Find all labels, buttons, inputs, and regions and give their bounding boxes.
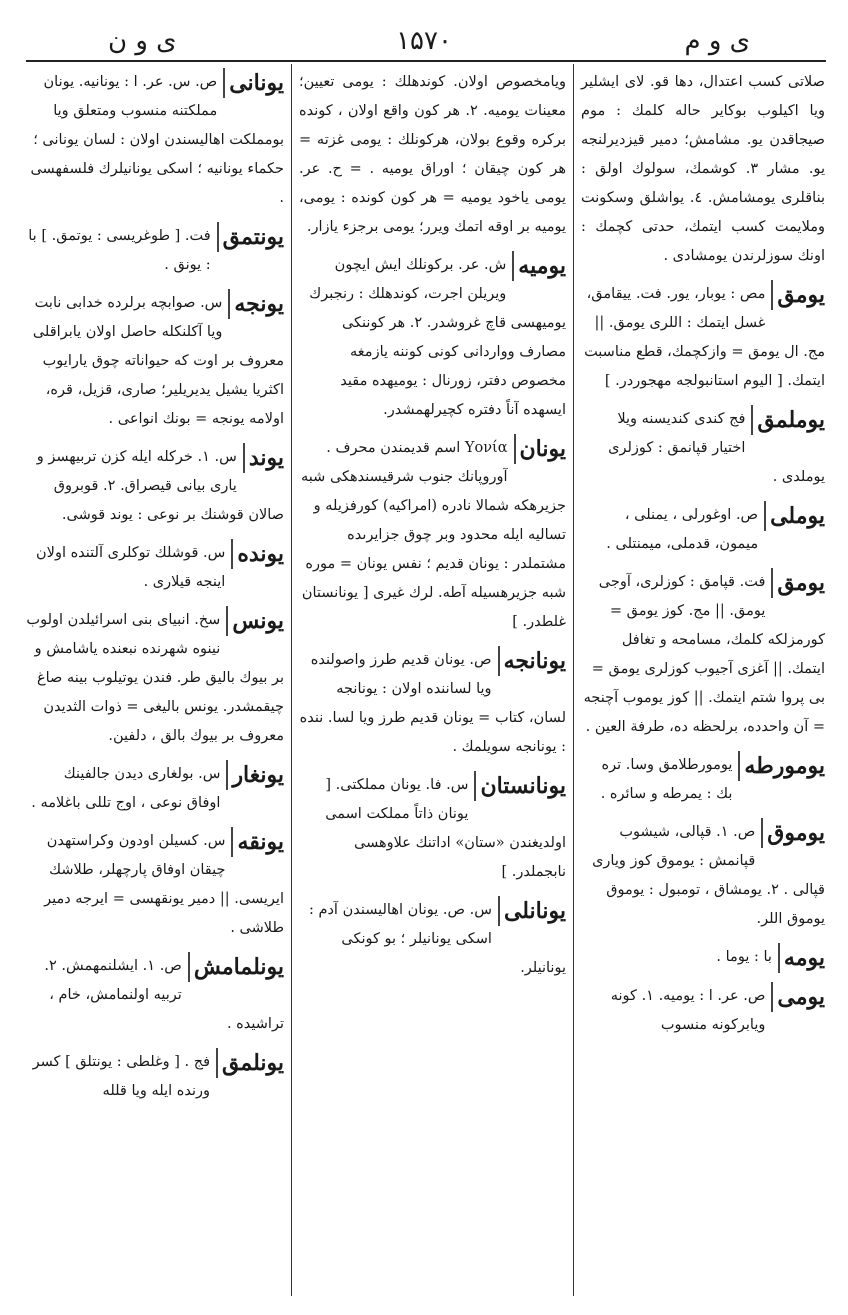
dictionary-entry	[581, 405, 825, 492]
page-number: ۱۵۷۰	[396, 26, 452, 56]
definition: ص. عر. ا : يوميه. ۱. كونه ويابركونه منسوب	[610, 988, 766, 1033]
headword: يومق	[771, 568, 825, 598]
definition: فج . [ وغلطى : يونتلق ] كسر ورنده ايله ويا قلله	[32, 1054, 211, 1099]
dictionary-entry	[26, 952, 284, 1039]
headword: يونانجه	[498, 646, 566, 676]
definition: سخ. انبياى بنى اسرائيلدن اولوب نينوه شهرنده نبعنده ياشامش و بر بيوك باليق طر. فندن يوتيلوب بينه صاغ چيقمشدر. يونس باليغى = ذوات الثديدن معروف بر بيوك بالق ، دلفين.	[26, 612, 284, 744]
definition: فت. قپامق : كوزلرى، آوجى يومق. || مج. كوز يومق = كورمزلكه كلمك، مسامحه و تغافل ايتمك. || آغزى آجيوب كوزلرى يومق = بى پروا شتم ايتمك. || كوز يوموب آچنجه = آن واحدده، برلحظه ده، طرفة العين .	[583, 574, 825, 735]
dictionary-entry	[26, 606, 284, 751]
definition: Υονία اسم قديمندن محرف . آوروپانك جنوب شرقيسندهكى شبه جزيرهكه شمالا نادره (امراكيه) كورفزيله و تساليه ايله محدود وبر چوق جزايرىده مشتملدر : يونان قديم ؛ نفس يونان = موره شبه جزيرهسيله آطه. لرك غيرى [ يونانستان غلطدر. ]	[301, 440, 566, 630]
dictionary-entry	[299, 251, 566, 425]
definition: يومورطلامق وسا. تره بك : يمرطه و سائره .	[600, 757, 733, 802]
headword: يونجه	[228, 289, 284, 319]
dictionary-entry	[26, 827, 284, 943]
definition: ص. يونان قديم طرز واصولنده ويا لساننده اولان : يونانجه لسان، كتاب = يونان قديم طرز ويا لسا. ننده : يونانجه سويلمك .	[299, 652, 566, 755]
dictionary-entry	[581, 568, 825, 742]
headword: يونغار	[226, 760, 284, 790]
headword: يوند	[243, 443, 284, 473]
definition: س. كسيلن اودون وكراستهدن چيقان اوفاق پارچهلر، طلاشك ايريسى. || دمير يونقهسى = ايرجه دمير طلاشى .	[44, 833, 284, 936]
column-middle	[293, 64, 572, 1296]
dictionary-entry	[581, 280, 825, 396]
headword: يوملى	[764, 501, 825, 531]
definition: س. صوابچه برلرده خدابى نابت ويا آكلنكله حاصل اولان يابراقلى معروف بر اوت كه حيواناته چوق يارايوب اكثريا يشيل يديريلير؛ صارى، قزيل، قره، اولامه يونجه = بونك انواعى .	[32, 295, 284, 427]
dictionary-entry	[581, 943, 825, 973]
definition: فج كندى كنديسنه ويلا اختيار قپانمق : كوزلرى يوملدى .	[608, 411, 825, 485]
headword: يونلمامش	[188, 952, 284, 982]
continuation-text: ويامخصوص اولان. كوندهلك : يومى تعيين؛ معينات يوميه. ۲. هر كون واقع اولان ، كونده بركره وقوع بولان، هركونلك : يومى غزته = هر كون چيقان ؛ اوراق يوميه . = ح. عر. يومى ياخود يوميه = هر كون كونده : يومى، يوميه بر اوقه اتمك ويرر؛ يومى برجزء يازار.	[299, 74, 566, 235]
dictionary-entry	[26, 443, 284, 530]
dictionary-entry	[299, 771, 566, 887]
headword: يوميه	[512, 251, 566, 281]
dictionary-entry	[26, 1048, 284, 1106]
dictionary-entry	[26, 539, 284, 597]
continuation-text: صلاتى كسب اعتدال، دها قو. لاى ايشلير ويا اكيلوب بوكاير حاله كلمك : موم صيجاقدن يو. مشامش؛ دمير قيزديرلنجه يو. مشار ۳. كوشمك، سولوك اولق : بناقلرى يومشامش. ٤. يواشلق وسكونت وملايمت كسب ايتمك، حدتى كچمك : اونك سوزلرندن يومشادى .	[581, 74, 825, 264]
header-left-guideword: ی و ن	[108, 26, 177, 56]
definition: ص. س. عر. ا : يونانيه. يونان مملكتنه منسوب ومتعلق ويا بومملكت اهاليسندن اولان : لسان يونانى ؛ حكماء يونانيه ؛ اسكى يونانيلرك فلسفهسى .	[30, 74, 284, 206]
definition: س. ص. يونان اهاليسندن آدم : اسكى يونانيلر ؛ بو كونكى يونانيلر.	[309, 902, 566, 976]
definition: ش. عر. بركونلك ايش ايچون ويريلن اجرت، كوندهلك : رنجبرك يوميهسى قاچ غروشدر. ۲. هر كوننكى مصارف وواردانى كونى كوننه يازمغه مخصوص دفتر، زورنال : يوميهده مقيد ايسهده آناً دفتره كچيرلهمشدر.	[309, 257, 566, 418]
dictionary-entry	[299, 434, 566, 637]
definition: س. بولغارى ديدن جالفينك اوفاق نوعى ، اوج تللى باغلامه .	[31, 766, 221, 811]
headword: يونان	[514, 434, 566, 464]
column-divider	[291, 64, 292, 1296]
definition: ص. ۱. قپالى، شيشوب قپانمش : يوموق كوز ويارى قپالى . ۲. يومشاق ، تومبول : يوموق يوموق اللر.	[592, 824, 825, 927]
dictionary-entry	[581, 751, 825, 809]
headword: يوملمق	[751, 405, 825, 435]
dictionary-entry	[299, 646, 566, 762]
dictionary-entry	[26, 760, 284, 818]
headword: يونانستان	[474, 771, 566, 801]
dictionary-entry	[581, 818, 825, 934]
dictionary-entry	[26, 289, 284, 434]
headword: يونتمق	[217, 222, 284, 252]
headword: يومق	[771, 280, 825, 310]
column-left	[20, 64, 290, 1296]
definition: مص : يوبار، يور. فت. ييقامق، غسل ايتمك : اللرى يومق. || مج. ال يومق = وازكچمك، قطع مناسبت ايتمك. [ اليوم استانبولجه مهجوردر. ]	[584, 286, 825, 389]
headword: يومورطه	[738, 751, 825, 781]
definition: س. ۱. خركله ايله كزن تربيهسز و يارى بيانى قيصراق. ۲. قوبروق صالان قوشنك بر نوعى : يوند قوشى.	[36, 449, 284, 523]
dictionary-entry	[26, 68, 284, 213]
headword: يونانى	[223, 68, 284, 98]
dictionary-entry	[581, 982, 825, 1040]
headword: يومه	[778, 943, 825, 973]
headword: يونس	[226, 606, 284, 636]
definition: فت. [ طوغريسى : يوتمق. ] با : يونق .	[28, 228, 211, 273]
header-right-guideword: ی و م	[684, 26, 750, 56]
definition: ص. اوغورلى ، يمنلى ، ميمون، قدملى، ميمنتلى .	[606, 507, 759, 552]
definition: س. قوشلك توكلرى آلتنده اولان اينجه قيلارى .	[36, 545, 226, 590]
headword: يومى	[771, 982, 825, 1012]
dictionary-entry	[299, 896, 566, 983]
column-right	[575, 64, 831, 1296]
dictionary-entry	[26, 222, 284, 280]
headword: يونده	[231, 539, 284, 569]
definition: س. فا. يونان مملكتى. [ يونان ذاتاً مملكت اسمى اولديغندن «ستان» اداتنك علاوهسى نابجملدر. ]	[325, 777, 566, 880]
definition: ص. ۱. ايشلنمهمش. ۲. تربيه اولنمامش، خام ، تراشيده .	[44, 958, 284, 1032]
headword: يوموق	[761, 818, 825, 848]
headword: يونلمق	[216, 1048, 284, 1078]
header-rule	[26, 60, 826, 62]
column-divider	[573, 64, 574, 1296]
headword: يونقه	[231, 827, 284, 857]
definition: با : يوما .	[716, 949, 772, 965]
page-header	[0, 22, 848, 62]
dictionary-entry	[581, 501, 825, 559]
headword: يونانلى	[498, 896, 566, 926]
